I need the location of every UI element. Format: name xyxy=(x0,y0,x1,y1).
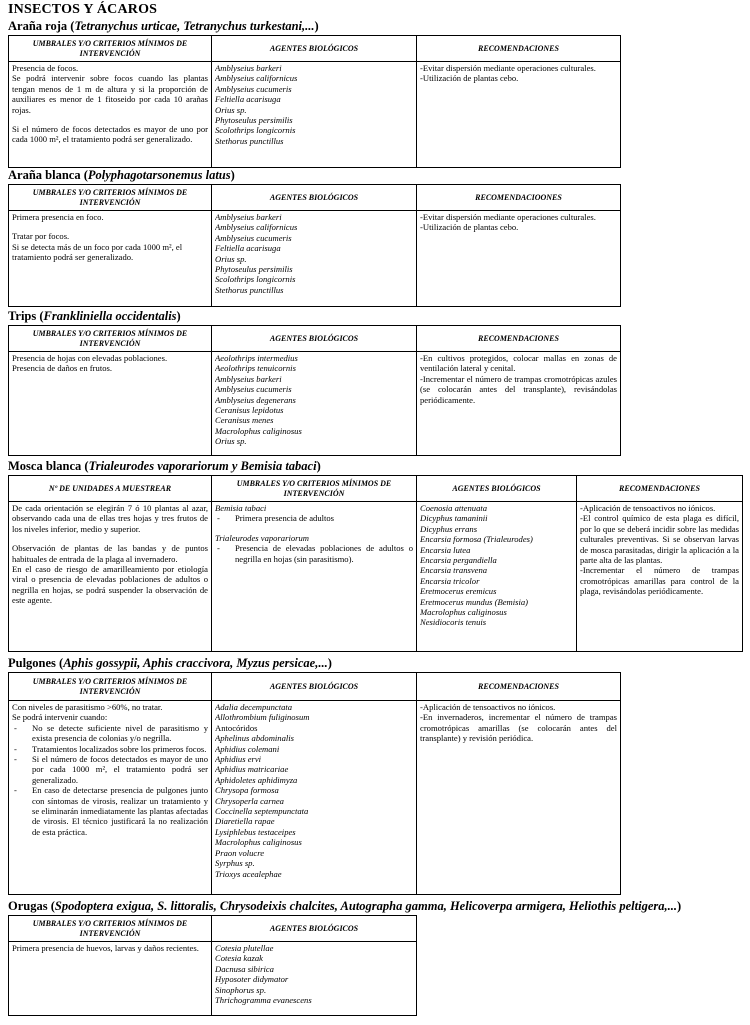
umbrales-cell: Primera presencia en foco. Tratar por focos. Si se detecta más de un foco por cada 1000 m², el tratamiento podrá ser generalizado. xyxy=(9,211,212,307)
header-muestreo: Nº DE UNIDADES A MUESTREAR xyxy=(9,476,212,502)
table-mosca-blanca xyxy=(8,475,743,652)
umbrales-cell: Primera presencia de huevos, larvas y daños recientes. xyxy=(9,942,212,1016)
table-orugas xyxy=(8,915,417,1016)
agentes-cell: Aeolothrips intermedius Aeolothrips tenuicornis Amblyseius barkeri Amblyseius cucumeris Amblyseius degenerans Ceranisus lepidotus Ceranisus menes Macrolophus caliginosus Orius sp. xyxy=(212,352,417,456)
umbrales-cell: Con niveles de parasitismo >60%, no tratar. Se podrá intervenir cuando: - No se detecte suficiente nivel de parasitismo y exista presencia de colonias y/o negrilla. - Tratamientos localizados sobre los primeros focos. - Si el número de focos detectados es mayor de uno por cada 1000 m², el tratamiento podrá ser generalizado. - En caso de detectarse presencia de pulgones junto con síntomas de virosis, realizar un tratamiento y se eliminarán inmediatamente las plantas afectadas de virosis. El técnico justificará la no realización de esta práctica. xyxy=(9,701,212,895)
umbrales-cell: Presencia de focos. Se podrá intervenir sobre focos cuando las plantas tengan menos de 1 m de altura y si la proporción de auxiliares es menor de 1 fitoseido por cada 10 arañas rojas. Si el número de focos detectados es mayor de uno por cada 1000 m², el tratamiento podrá ser generalizado. xyxy=(9,62,212,168)
agentes-cell: Amblyseius barkeri Amblyseius californicus Amblyseius cucumeris Feltiella acarisuga Orius sp. Phytoseulus persimilis Scolothrips longicornis Stethorus punctillus xyxy=(212,62,417,168)
header-umbrales: UMBRALES Y/O CRITERIOS MÍNIMOS DE INTERVENCIÓN xyxy=(212,476,417,502)
section-title-arana-blanca: Araña blanca (Polyphagotarsonemus latus) xyxy=(8,168,235,182)
section-title-orugas: Orugas (Spodoptera exigua, S. littoralis, Chrysodeixis chalcites, Autographa gamma, Helicoverpa armigera, Heliothis peltigera,...) xyxy=(8,899,682,913)
header-recomendaciones: RECOMENDACIONES xyxy=(417,36,621,62)
agentes-cell: Cotesia plutellae Cotesia kazak Dacnusa sibirica Hyposoter didymator Sinophorus sp. Thrichogramma evanescens xyxy=(212,942,417,1016)
agentes-cell: Adalia decempunctata Allothrombium fuliginosum Antocóridos Aphelinus abdominalis Aphidius colemani Aphidius ervi Aphidius matricariae Aphidoletes aphidimyza Chrysopa formosa Chrysoperla carnea Coccinella septempunctata Diaretiella rapae Lysiphlebus testaceipes Macrolophus caliginosus Praon volucre Syrphus sp. Trioxys acealephae xyxy=(212,701,417,895)
header-agentes: AGENTES BIOLÓGICOS xyxy=(212,673,417,701)
header-agentes: AGENTES BIOLÓGICOS xyxy=(212,326,417,352)
agentes-cell: Coenosia attenuata Dicyphus tamaninii Dicyphus errans Encarsia formosa (Trialeurodes) Encarsia lutea Encarsia pergandiella Encarsia transvena Encarsia tricolor Eretmocerus eremicus Eretmocerus mundus (Bemisia) Macrolophus caliginosus Nesidiocoris tenuis xyxy=(417,502,577,652)
section-title-arana-roja: Araña roja (Tetranychus urticae, Tetranychus turkestani,...) xyxy=(8,19,319,33)
header-umbrales: UMBRALES Y/O CRITERIOS MÍNIMOS DE INTERVENCIÓN xyxy=(9,326,212,352)
section-title-mosca-blanca: Mosca blanca (Trialeurodes vaporariorum y Bemisia tabaci) xyxy=(8,459,321,473)
recomendaciones-cell: -En cultivos protegidos, colocar mallas en zonas de ventilación lateral y cenital. -Incrementar el número de trampas cromotrópicas azules (se colocarán antes del transplante), revisándolas periódicamente. xyxy=(417,352,621,456)
umbrales-cell: Presencia de hojas con elevadas poblaciones. Presencia de daños en frutos. xyxy=(9,352,212,456)
section-title-pulgones: Pulgones (Aphis gossypii, Aphis craccivora, Myzus persicae,...) xyxy=(8,656,332,670)
umbrales-cell: Bemisia tabaci - Primera presencia de adultos Trialeurodes vaporariorum - Presencia de elevadas poblaciones de adultos o negrilla en hojas (sin parasitismo). xyxy=(212,502,417,652)
section-title-trips: Trips (Frankliniella occidentalis) xyxy=(8,309,181,323)
recomendaciones-cell: -Evitar dispersión mediante operaciones culturales. -Utilización de plantas cebo. xyxy=(417,62,621,168)
header-umbrales: UMBRALES Y/O CRITERIOS MÍNIMOS DE INTERVENCIÓN xyxy=(9,36,212,62)
table-arana-roja xyxy=(8,35,621,168)
agentes-cell: Amblyseius barkeri Amblyseius californicus Amblyseius cucumeris Feltiella acarisuga Orius sp. Phytoseulus persimilis Scolothrips longicornis Stethorus punctillus xyxy=(212,211,417,307)
header-recomendaciones: RECOMENDACIONES xyxy=(577,476,743,502)
table-trips xyxy=(8,325,621,456)
recomendaciones-cell: -Evitar dispersión mediante operaciones culturales. -Utilización de plantas cebo. xyxy=(417,211,621,307)
header-agentes: AGENTES BIOLÓGICOS xyxy=(417,476,577,502)
header-umbrales: UMBRALES Y/O CRITERIOS MÍNIMOS DE INTERVENCIÓN xyxy=(9,185,212,211)
recomendaciones-cell: -Aplicación de tensoactivos no iónicos. -El control químico de esta plaga es difícil, por lo que se deberá incidir sobre las medidas culturales preventivas. Si se observan larvas de mosca parasitadas, dirigir la aplicación a la parte alta de las plantas. -Incrementar el número de trampas cromotrópicas amarillas para control de la plaga, revisándolas periódicamente. xyxy=(577,502,743,652)
header-recomendaciones: RECOMENDACIOONES xyxy=(417,185,621,211)
table-pulgones xyxy=(8,672,621,895)
page-title: INSECTOS Y ÁCAROS xyxy=(8,2,158,17)
header-umbrales: UMBRALES Y/O CRITERIOS MÍNIMOS DE INTERVENCIÓN xyxy=(9,673,212,701)
recomendaciones-cell: -Aplicación de tensoactivos no iónicos. -En invernaderos, incrementar el número de trampas cromotrópicas amarillas (se colocarán antes del transplante) y revisión periódica. xyxy=(417,701,621,895)
header-agentes: AGENTES BIOLÓGICOS xyxy=(212,916,417,942)
header-recomendaciones: RECOMENDACIONES xyxy=(417,326,621,352)
muestreo-cell: De cada orientación se elegirán 7 ó 10 plantas al azar, observando cada una de ellas tres hojas y tres frutos de los niveles inferior, medio y superior. Observación de plantas de las bandas y de puntos habituales de entrada de la plaga al invernadero. En el caso de riesgo de amarilleamiento por etiología viral o presencia de elevadas poblaciones de adultos o negrilla en hojas, se podrá suspender la observación de este agente. xyxy=(9,502,212,652)
header-umbrales: UMBRALES Y/O CRITERIOS MÍNIMOS DE INTERVENCIÓN xyxy=(9,916,212,942)
table-arana-blanca xyxy=(8,184,621,307)
header-agentes: AGENTES BIOLÓGICOS xyxy=(212,185,417,211)
header-agentes: AGENTES BIOLÓGICOS xyxy=(212,36,417,62)
header-recomendaciones: RECOMENDACIONES xyxy=(417,673,621,701)
